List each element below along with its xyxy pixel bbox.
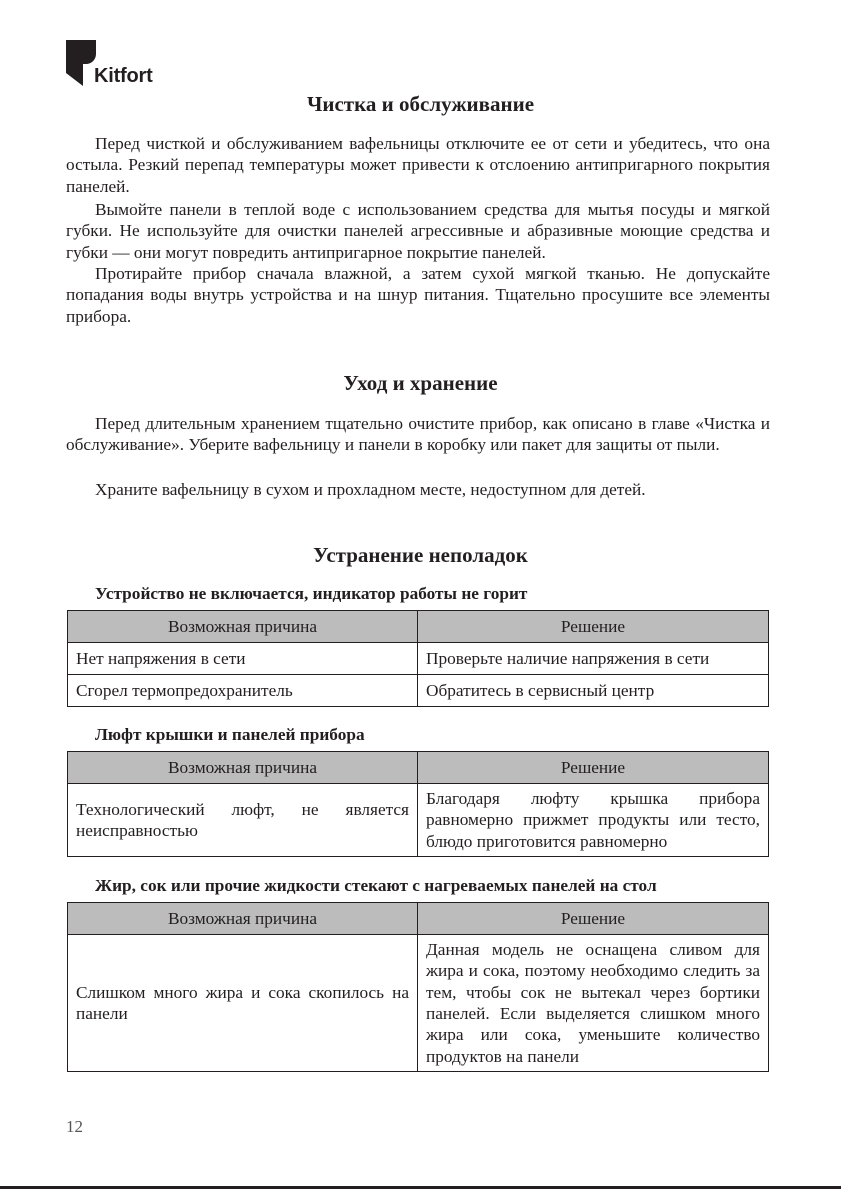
cause-cell: Технологический люфт, не является неисправностью <box>68 784 418 857</box>
solution-cell: Данная модель не оснащена сливом для жира и сока, поэтому необходимо следить за тем, чтобы сок не вытекал через бортики панелей. Если выделяется слишком много жира или сока, уменьшите количество продуктов на панели <box>418 935 769 1072</box>
cleaning-paragraph-3: Протирайте прибор сначала влажной, а затем сухой мягкой тканью. Не допускайте попадания воды внутрь устройства и на шнур питания. Тщательно просушите все элементы прибора. <box>66 264 770 326</box>
table-header-row <box>68 903 769 935</box>
table-header-row <box>68 752 769 784</box>
section-title-troubleshooting: Устранение неполадок <box>313 543 528 567</box>
troubleshooting-table <box>67 610 769 707</box>
problem-title: Люфт крышки и панелей прибора <box>95 725 365 744</box>
table-row <box>68 643 769 675</box>
cause-cell: Сгорел термопредохранитель <box>68 675 418 707</box>
column-header-solution: Решение <box>418 752 769 784</box>
brand-logo <box>66 40 196 88</box>
troubleshooting-table <box>67 751 769 857</box>
cause-cell: Слишком много жира и сока скопилось на панели <box>68 935 418 1072</box>
solution-cell: Благодаря люфту крышка прибора равномерно прижмет продукты или тесто, блюдо приготовится равномерно <box>418 784 769 857</box>
page-number: 12 <box>66 1117 83 1136</box>
troubleshooting-table <box>67 902 769 1072</box>
table-row <box>68 784 769 857</box>
column-header-solution: Решение <box>418 611 769 643</box>
storage-paragraph-2: Храните вафельницу в сухом и прохладном месте, недоступном для детей. <box>95 480 646 499</box>
problem-title: Жир, сок или прочие жидкости стекают с нагреваемых панелей на стол <box>95 876 657 895</box>
table-row <box>68 675 769 707</box>
problem-title: Устройство не включается, индикатор работы не горит <box>95 584 528 603</box>
section-title-storage: Уход и хранение <box>343 371 498 395</box>
table-header-row <box>68 611 769 643</box>
column-header-cause: Возможная причина <box>68 752 418 784</box>
brand-name: Kitfort <box>94 65 153 87</box>
cleaning-paragraph-1: Перед чисткой и обслуживанием вафельницы отключите ее от сети и убедитесь, что она остыла. Резкий перепад температуры может привести к отслоению антипригарного покрытия панелей. <box>66 134 770 196</box>
cleaning-paragraph-2: Вымойте панели в теплой воде с использованием средства для мытья посуды и мягкой губки. Не используйте для очистки панелей агрессивные и абразивные моющие средства и губки — они могут повредить антипригарное покрытие панелей. <box>66 200 770 262</box>
table-row <box>68 935 769 1072</box>
storage-paragraph-1: Перед длительным хранением тщательно очистите прибор, как описано в главе «Чистка и обслуживание». Уберите вафельницу и панели в коробку или пакет для защиты от пыли. <box>66 414 770 455</box>
solution-cell: Проверьте наличие напряжения в сети <box>418 643 769 675</box>
column-header-cause: Возможная причина <box>68 611 418 643</box>
column-header-solution: Решение <box>418 903 769 935</box>
section-title-cleaning: Чистка и обслуживание <box>306 92 535 116</box>
solution-cell: Обратитесь в сервисный центр <box>418 675 769 707</box>
column-header-cause: Возможная причина <box>68 903 418 935</box>
cause-cell: Нет напряжения в сети <box>68 643 418 675</box>
